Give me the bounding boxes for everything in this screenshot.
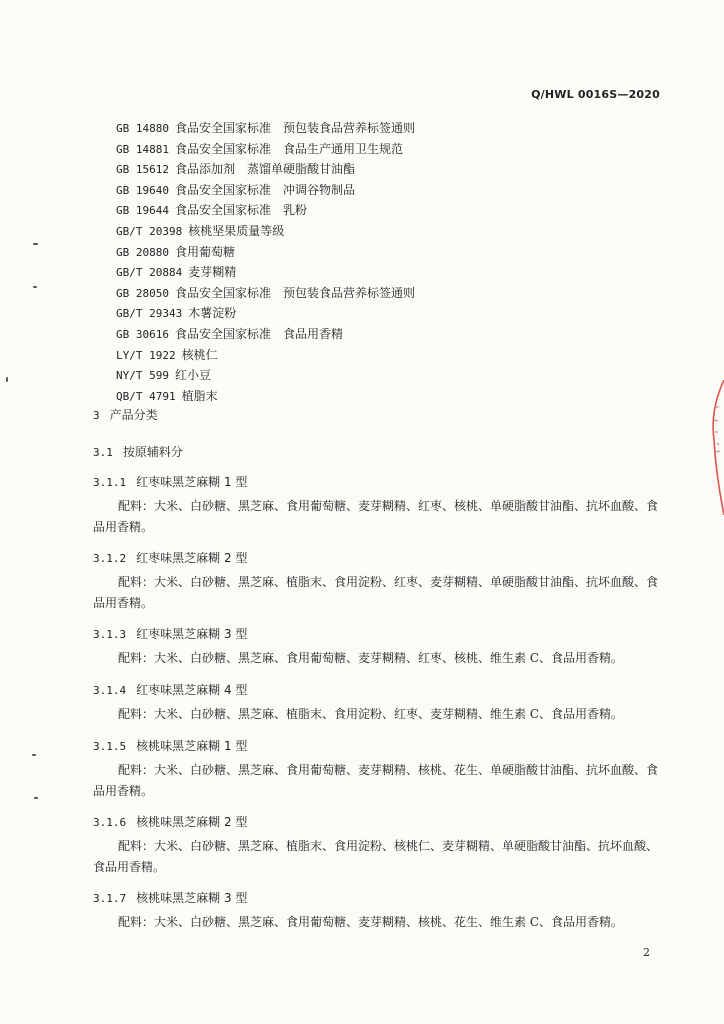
ingredient-list: 配料：大米、白砂糖、黑芝麻、食用葡萄糖、麦芽糊精、核桃、花生、单硬脂酸甘油酯、抗坏血酸、食品用香精。	[93, 763, 659, 798]
scan-mark	[6, 377, 8, 382]
reference-title: 食品安全国家标准 食品生产通用卫生规范	[174, 141, 403, 156]
reference-item	[116, 139, 415, 160]
ingredient-list: 配料：大米、白砂糖、黑芝麻、植脂末、食用淀粉、核桃仁、麦芽糊精、单硬脂酸甘油酯、抗坏血酸、食品用香精。	[93, 839, 659, 874]
section-number: 3.1.4	[93, 684, 127, 697]
reference-item	[116, 118, 415, 139]
reference-item	[116, 324, 415, 345]
scan-mark	[33, 286, 37, 288]
document-code: Q/HWL 0016S—2020	[531, 88, 660, 101]
section-title: 红枣味黑芝麻糊 3 型	[136, 627, 248, 641]
reference-code: GB 14881	[116, 142, 169, 156]
section-number: 3.1.2	[93, 552, 127, 565]
section-title: 红枣味黑芝麻糊 4 型	[136, 683, 248, 697]
section-heading	[93, 406, 158, 423]
reference-item	[116, 180, 415, 201]
ingredient-list: 配料：大米、白砂糖、黑芝麻、植脂末、食用淀粉、红枣、麦芽糊精、单硬脂酸甘油酯、抗坏血酸、食品用香精。	[93, 575, 659, 610]
reference-code: GB 15612	[116, 163, 169, 177]
section-title: 核桃味黑芝麻糊 3 型	[136, 891, 248, 905]
reference-code: GB/T 20884	[116, 266, 183, 280]
reference-item	[116, 303, 415, 324]
reference-item	[116, 345, 415, 366]
reference-title: 食品安全国家标准 乳粉	[174, 203, 307, 218]
reference-code: GB 14880	[116, 122, 169, 135]
scan-mark	[33, 243, 38, 245]
section-title: 按原辅料分	[122, 445, 183, 459]
reference-item	[116, 283, 415, 304]
product-type-heading	[93, 625, 247, 642]
reference-title: 食品安全国家标准 食品用香精	[174, 326, 343, 341]
reference-code: GB 19640	[116, 183, 169, 197]
reference-item	[116, 262, 415, 283]
seal-stamp-fragment	[704, 380, 724, 515]
product-type-heading	[93, 737, 247, 754]
reference-title: 食用葡萄糖	[174, 244, 235, 259]
section-number: 3.1.3	[93, 628, 127, 641]
product-type-heading	[93, 889, 247, 906]
reference-code: GB 30616	[116, 327, 169, 341]
normative-references-list	[116, 118, 415, 406]
reference-title: 食品安全国家标准 预包装食品营养标签通则	[174, 285, 415, 300]
section-title: 产品分类	[109, 408, 158, 422]
reference-title: 植脂末	[181, 388, 218, 403]
reference-title: 核桃仁	[181, 347, 218, 362]
page-number: 2	[643, 946, 650, 959]
product-type-heading	[93, 813, 247, 830]
section-title: 红枣味黑芝麻糊 2 型	[136, 551, 248, 565]
reference-code: LY/T 1922	[116, 348, 176, 362]
reference-item	[116, 200, 415, 221]
ingredient-list: 配料：大米、白砂糖、黑芝麻、食用葡萄糖、麦芽糊精、核桃、花生、维生素 C、食品用香精。	[118, 915, 623, 929]
reference-title: 核桃坚果质量等级	[188, 223, 285, 238]
reference-item	[116, 365, 415, 386]
section-number: 3.1.1	[93, 476, 127, 489]
reference-item	[116, 221, 415, 242]
product-type-heading	[93, 473, 247, 490]
section-title: 核桃味黑芝麻糊 1 型	[136, 739, 248, 753]
reference-title: 红小豆	[174, 368, 211, 383]
reference-title: 食品安全国家标准 预包装食品营养标签通则	[174, 121, 415, 135]
section-title: 核桃味黑芝麻糊 2 型	[136, 815, 248, 829]
section-number: 3.1.5	[93, 740, 127, 753]
reference-title: 麦芽糊精	[188, 265, 237, 280]
section-title: 红枣味黑芝麻糊 1 型	[136, 475, 248, 489]
ingredient-list: 配料：大米、白砂糖、黑芝麻、食用葡萄糖、麦芽糊精、红枣、核桃、维生素 C、食品用香精。	[118, 651, 623, 665]
ingredient-list: 配料：大米、白砂糖、黑芝麻、植脂末、食用淀粉、红枣、麦芽糊精、维生素 C、食品用香精。	[118, 707, 623, 721]
reference-item	[116, 159, 415, 180]
subsection-heading	[93, 443, 183, 460]
reference-title: 食品安全国家标准 冲调谷物制品	[174, 182, 355, 197]
reference-code: GB/T 29343	[116, 307, 183, 321]
reference-code: GB 19644	[116, 204, 169, 218]
product-type-heading	[93, 681, 247, 698]
reference-code: NY/T 599	[116, 369, 169, 383]
reference-title: 木薯淀粉	[188, 306, 237, 321]
reference-code: GB/T 20398	[116, 224, 183, 238]
section-number: 3.1	[93, 446, 113, 459]
section-number: 3.1.7	[93, 892, 127, 905]
section-number: 3	[93, 409, 100, 422]
reference-code: GB 20880	[116, 245, 169, 259]
section-number: 3.1.6	[93, 816, 127, 829]
scan-mark	[34, 797, 38, 799]
reference-title: 食品添加剂 蒸馏单硬脂酸甘油酯	[174, 162, 355, 177]
scan-mark	[32, 754, 36, 756]
reference-item	[116, 386, 415, 407]
reference-code: QB/T 4791	[116, 389, 176, 403]
ingredient-list: 配料：大米、白砂糖、黑芝麻、食用葡萄糖、麦芽糊精、红枣、核桃、单硬脂酸甘油酯、抗坏血酸、食品用香精。	[93, 499, 659, 534]
product-type-heading	[93, 549, 247, 566]
reference-item	[116, 242, 415, 263]
reference-code: GB 28050	[116, 286, 169, 300]
